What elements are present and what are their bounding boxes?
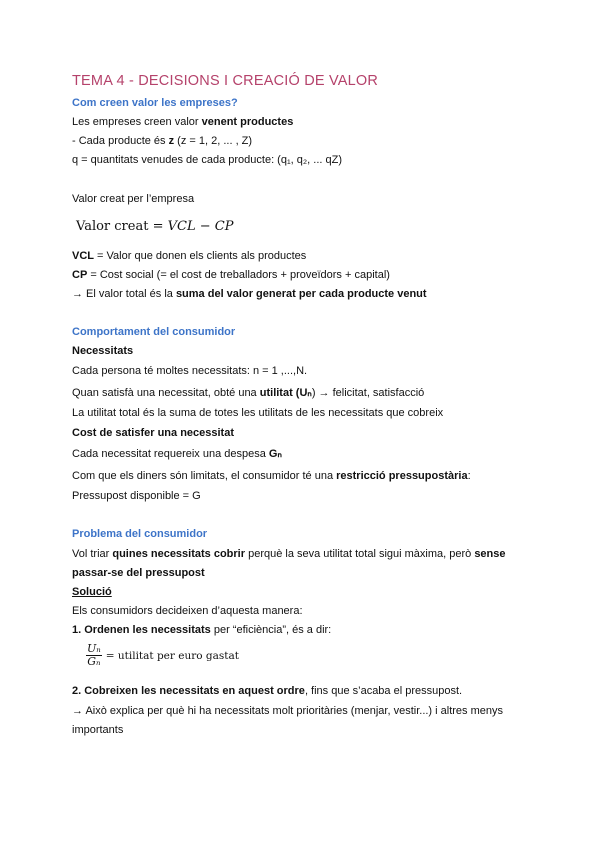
text-line: Els consumidors decideixen d’aquesta manera: xyxy=(72,605,303,617)
text-line: Cada necessitat requereix una despesa Gₙ xyxy=(72,448,282,460)
text-line: La utilitat total és la suma de totes les utilitats de les necessitats que cobreix xyxy=(72,407,444,419)
text-line: → El valor total és la suma del valor generat per cada producte venut xyxy=(72,288,427,300)
text-line: Les empreses creen valor venent productes xyxy=(72,116,294,128)
text-line: → Això explica per què hi ha necessitats molt prioritàries (menjar, vestir...) i altres menys xyxy=(72,705,504,717)
text-line: Quan satisfà una necessitat, obté una utilitat (Uₙ) → felicitat, satisfacció xyxy=(72,387,425,399)
text-line: - Cada producte és z (z = 1, 2, ... , Z) xyxy=(72,135,253,147)
section-heading-problem: Problema del consumidor xyxy=(72,528,208,540)
efficiency-formula: $\frac{\text{Uₙ}}{\text{Gₙ}}$ = utilitat per euro gastat xyxy=(87,642,239,668)
text-line: importants xyxy=(72,724,124,736)
subheading-cost: Cost de satisfer una necessitat xyxy=(72,427,235,439)
text-line: Vol triar quines necessitats cobrir perquè la seva utilitat total sigui màxima, però sense xyxy=(72,548,506,560)
text-line: Pressupost disponible = G xyxy=(72,490,201,502)
text-line: Valor creat per l’empresa xyxy=(72,193,195,205)
text-line: passar-se del pressupost xyxy=(72,567,205,579)
text-line: Cada persona té moltes necessitats: n = 1 ,...,N. xyxy=(72,365,308,377)
section-heading-consumer: Comportament del consumidor xyxy=(72,326,236,338)
subheading-solution: Solució xyxy=(72,586,112,598)
section-heading-value: Com creen valor les empreses? xyxy=(72,97,238,109)
text-line: Com que els diners són limitats, el consumidor té una restricció pressupostària: xyxy=(72,470,471,482)
subheading-needs: Necessitats xyxy=(72,345,134,357)
text-line: CP = Cost social (= el cost de treballadors + proveïdors + capital) xyxy=(72,269,390,281)
page-title: TEMA 4 - DECISIONS I CREACIÓ DE VALOR xyxy=(72,73,379,89)
text-line: 1. Ordenen les necessitats per “eficiència”, és a dir: xyxy=(72,624,332,636)
text-line: q = quantitats venudes de cada producte: (q₁, q₂, ... qZ) xyxy=(72,154,343,166)
text-line: 2. Cobreixen les necessitats en aquest ordre, fins que s’acaba el pressupost. xyxy=(72,685,463,697)
text-line: VCL = Valor que donen els clients als productes xyxy=(72,250,307,262)
value-formula: Valor creat = VCL − CP xyxy=(76,219,234,234)
